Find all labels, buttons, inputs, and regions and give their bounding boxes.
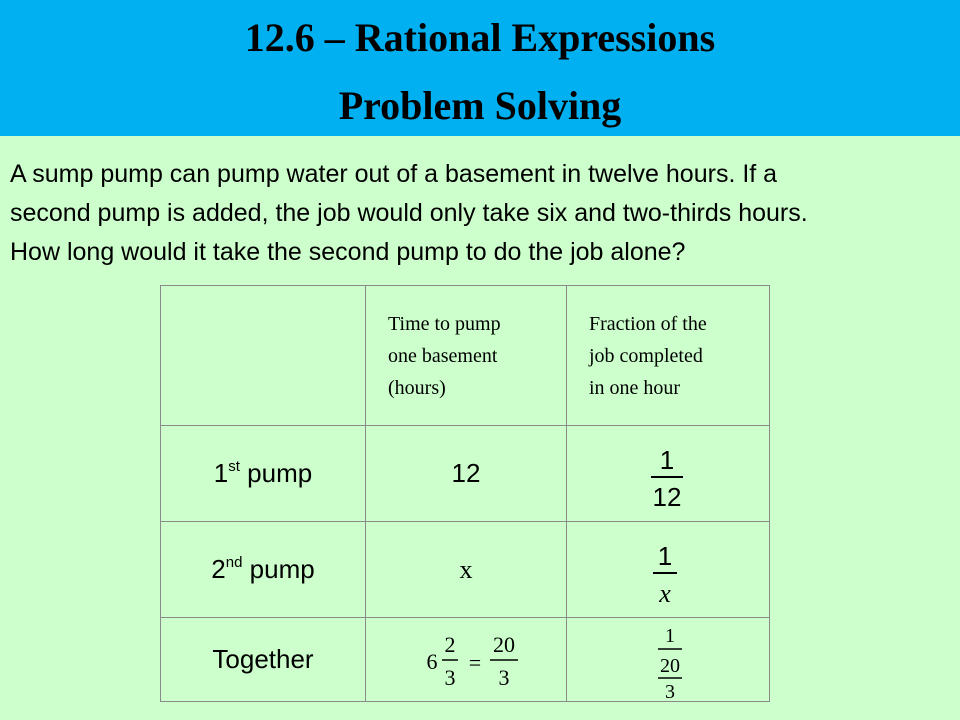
header-text: (hours)	[388, 376, 446, 399]
fraction-cell	[567, 618, 770, 702]
header-text: in one hour	[589, 376, 681, 399]
header-text: job completed	[589, 344, 703, 367]
numerator: 1	[665, 624, 675, 647]
denominator: 3	[498, 664, 510, 690]
work-rate-table	[160, 285, 770, 702]
numerator: 2	[444, 631, 456, 657]
time-header-cell	[366, 286, 567, 426]
problem-line: second pump is added, the job would only take six and two-thirds hours.	[10, 199, 808, 227]
row-label-second-pump: 2nd pump	[161, 522, 366, 618]
numerator: 1	[659, 444, 675, 475]
fraction-cell	[567, 522, 770, 618]
problem-line: How long would it take the second pump to do the job alone?	[10, 238, 686, 266]
table-row	[161, 618, 770, 702]
title-bar	[0, 0, 960, 136]
mixed-number-equation	[366, 619, 566, 701]
time-value: x	[366, 522, 567, 618]
inner-denominator: 3	[665, 680, 675, 701]
row-label-first-pump: 1st pump	[161, 426, 366, 522]
fraction-header-cell	[567, 286, 770, 426]
fraction-one-over-x	[567, 523, 767, 617]
row-label-together: Together	[161, 618, 366, 702]
header-text: one basement	[388, 344, 498, 367]
slide-title: 12.6 – Rational Expressions	[244, 15, 716, 60]
header-text: Time to pump	[388, 312, 501, 335]
fraction-one-over-twelve	[567, 427, 767, 521]
fraction-cell	[567, 426, 770, 522]
denominator: x	[659, 578, 671, 608]
table-header-row	[161, 286, 770, 426]
inner-numerator: 20	[660, 654, 680, 677]
table-row	[161, 426, 770, 522]
numerator: 20	[493, 631, 515, 657]
slide-subtitle: Problem Solving	[338, 83, 622, 128]
table-row	[161, 522, 770, 618]
header-text: Fraction of the	[589, 312, 707, 335]
time-value: 12	[366, 426, 567, 522]
denominator: 3	[444, 664, 456, 690]
whole-part: 6	[426, 648, 438, 674]
equals-sign: =	[468, 649, 482, 675]
denominator: 12	[652, 481, 682, 512]
problem-statement	[10, 155, 950, 272]
empty-header-cell	[161, 286, 366, 426]
complex-fraction	[567, 619, 767, 701]
numerator: 1	[657, 540, 673, 571]
time-cell	[366, 618, 567, 702]
problem-line: A sump pump can pump water out of a basement in twelve hours. If a	[10, 160, 778, 188]
